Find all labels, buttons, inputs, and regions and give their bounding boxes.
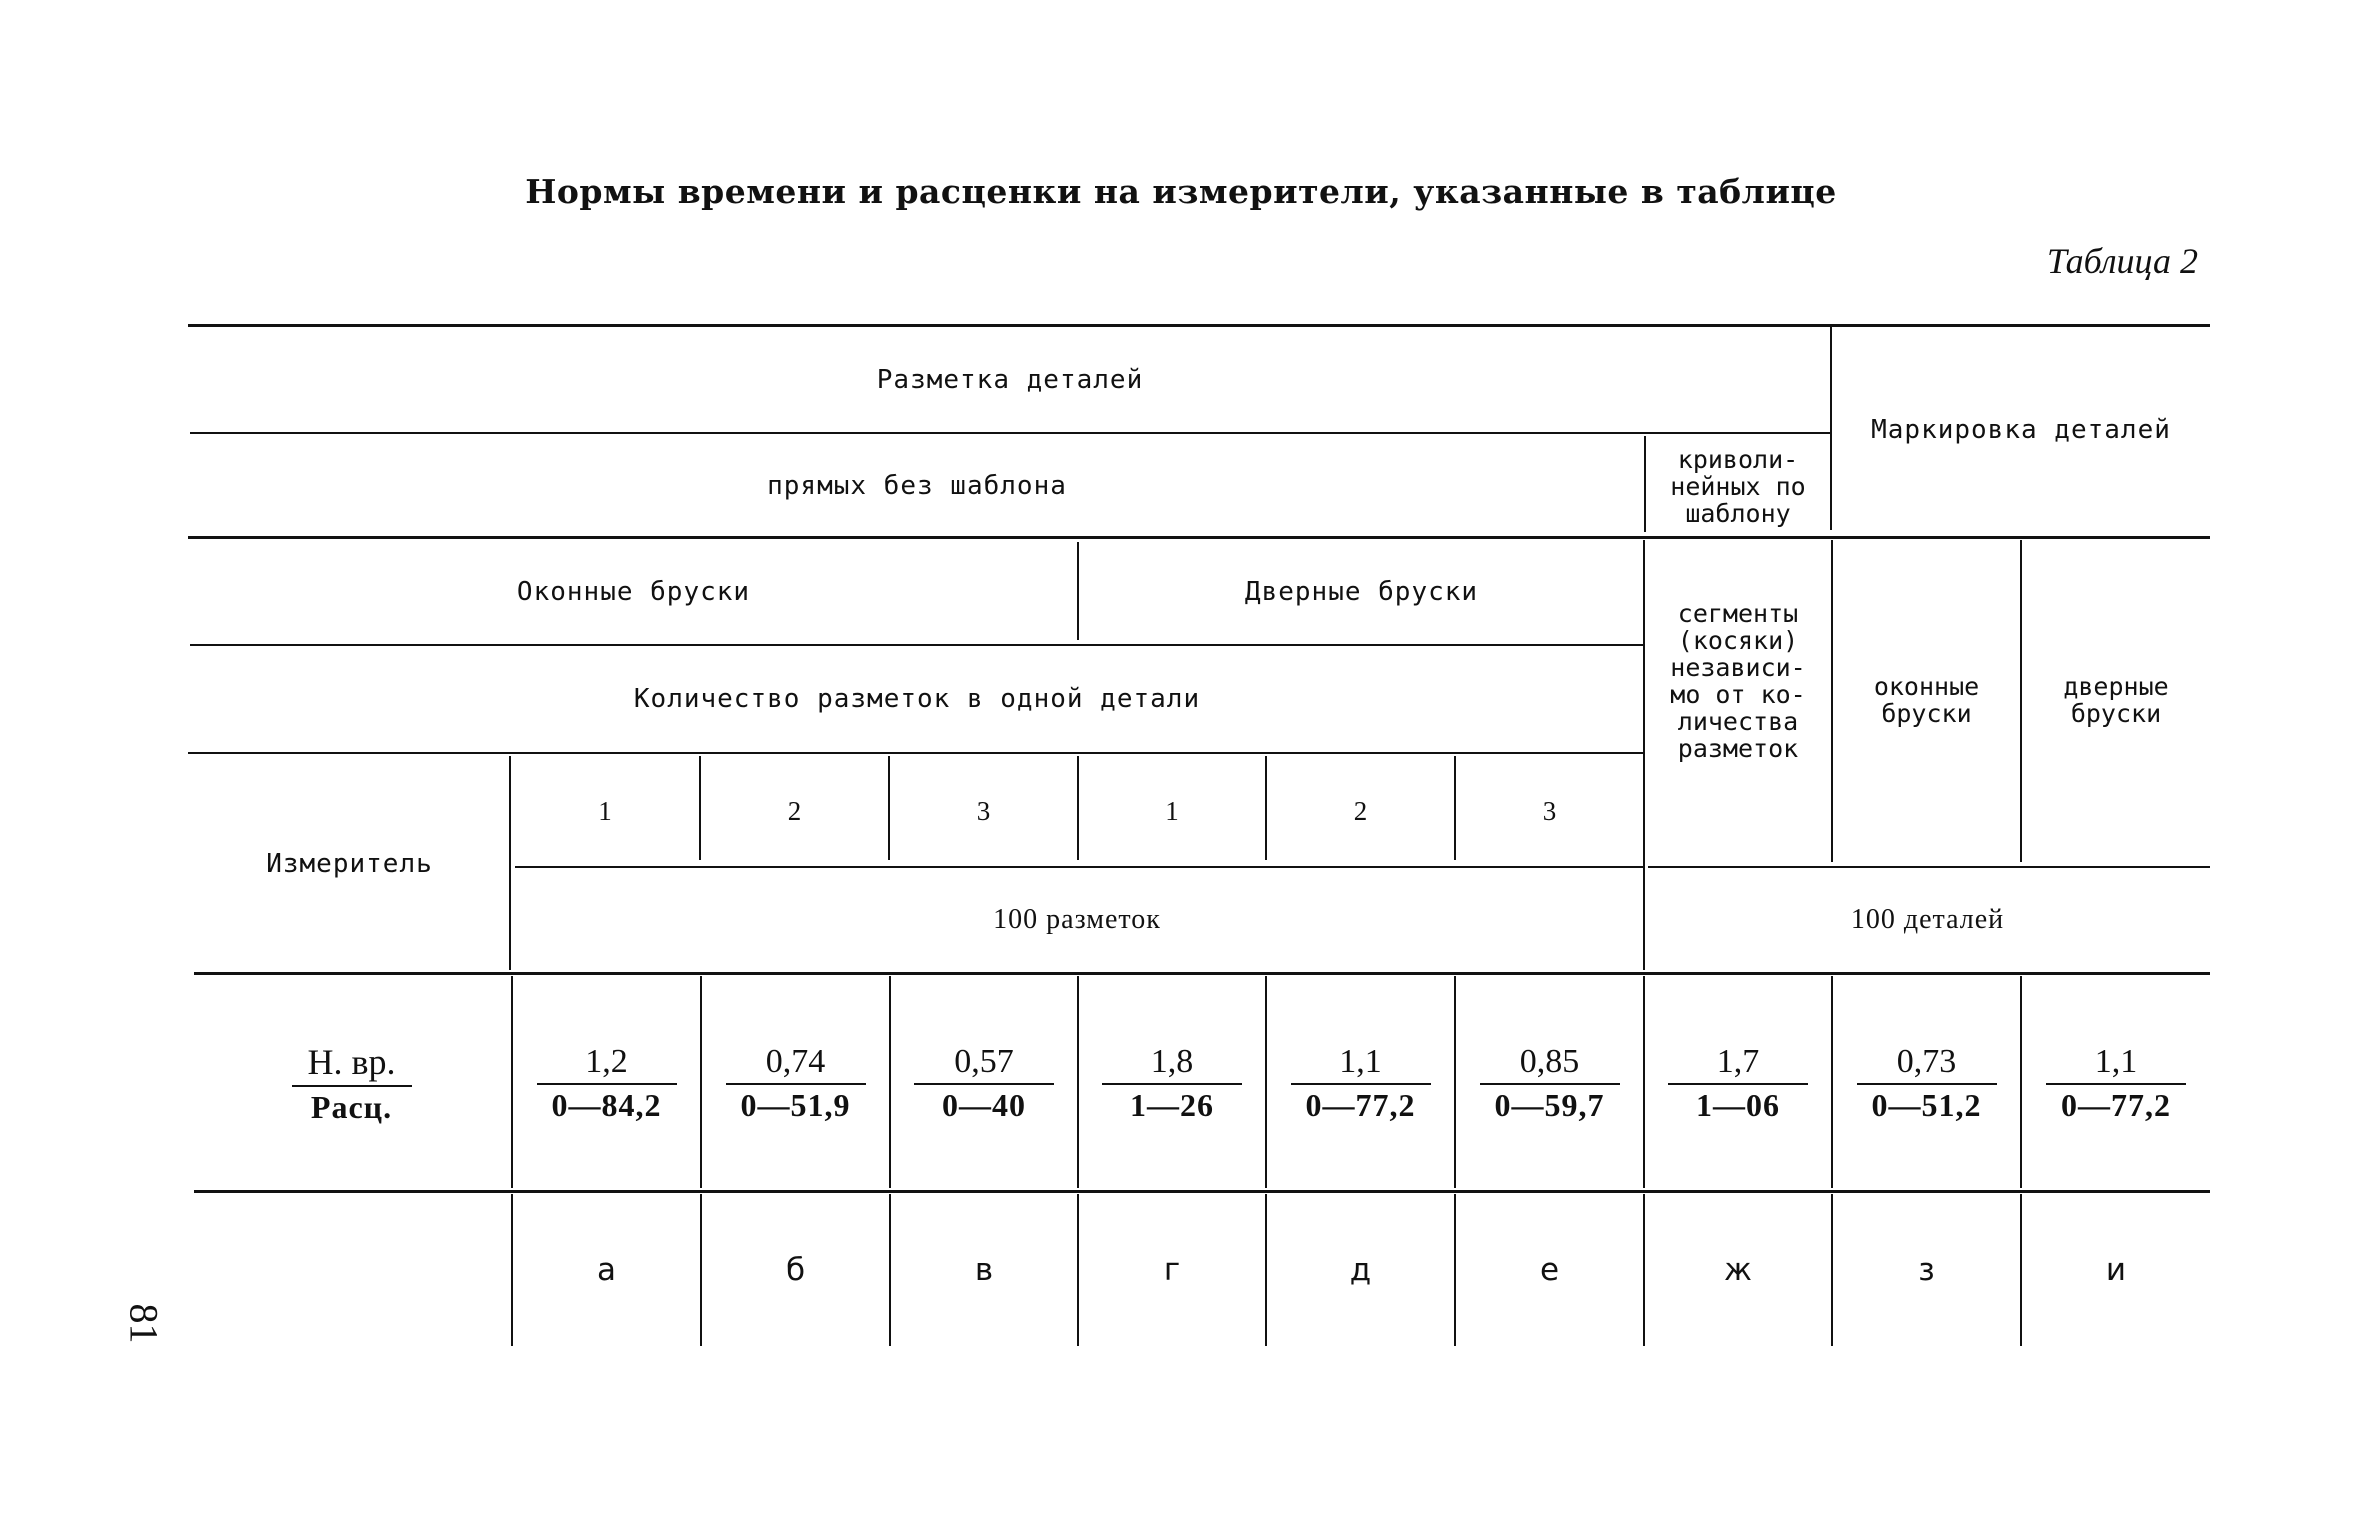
column-letter: д xyxy=(1349,1252,1372,1288)
value-fraction xyxy=(1857,1043,1997,1124)
value-cell-b xyxy=(702,976,889,1190)
value-cell-a xyxy=(513,976,700,1190)
header-window-bars-small: оконные бруски xyxy=(1873,672,1980,728)
header-measure: Измеритель xyxy=(266,849,433,879)
table-label: Таблица 2 xyxy=(2046,241,2198,281)
unit-parts: 100 деталей xyxy=(1850,904,2005,935)
value-fraction xyxy=(1102,1043,1242,1124)
marks-count-cell: 2 xyxy=(1353,795,1368,826)
header-door-bars: Дверные бруски xyxy=(1244,577,1479,607)
rate-value: 0—77,2 xyxy=(1305,1086,1416,1123)
rate-value: 0—51,9 xyxy=(740,1086,851,1123)
header-marking-group: Разметка деталей xyxy=(876,365,1144,395)
header-labeling: Маркировка деталей xyxy=(1871,415,2171,445)
value-fraction xyxy=(1668,1043,1808,1124)
value-fraction xyxy=(1291,1043,1431,1124)
value-fraction xyxy=(726,1043,866,1124)
norm-value: 1,1 xyxy=(2046,1043,2186,1085)
rule-count-bottom xyxy=(188,752,1644,754)
value-fraction xyxy=(914,1043,1054,1124)
row-label xyxy=(194,976,509,1190)
header-door-bars-small: дверные бруски xyxy=(2063,672,2169,728)
row-label-fraction xyxy=(292,1041,412,1126)
norm-value: 1,2 xyxy=(537,1043,677,1085)
norm-value: 0,85 xyxy=(1480,1043,1620,1085)
column-letter: в xyxy=(974,1252,994,1288)
norm-value: 0,74 xyxy=(726,1043,866,1085)
header-curved: криволи- нейных по шаблону xyxy=(1670,444,1806,528)
column-letter: а xyxy=(597,1252,616,1288)
rate-value: 1—06 xyxy=(1696,1086,1780,1123)
value-cell-zh xyxy=(1645,976,1831,1190)
rate-value: 1—26 xyxy=(1130,1086,1214,1123)
rule-values-bottom xyxy=(194,1190,2210,1193)
marks-count-cell: 1 xyxy=(1165,795,1179,826)
rate-value: 0—84,2 xyxy=(551,1086,662,1123)
value-cell-d xyxy=(1267,976,1454,1190)
rule-straight-bottom xyxy=(188,536,2210,539)
header-straight: прямых без шаблона xyxy=(767,471,1067,501)
column-letter: и xyxy=(2105,1252,2127,1288)
value-fraction xyxy=(2046,1043,2186,1124)
row-label-rate: Расц. xyxy=(310,1088,393,1125)
value-cell-e xyxy=(1456,976,1643,1190)
marks-count-cell: 3 xyxy=(976,795,991,826)
rule-marking-bottom xyxy=(190,432,1830,434)
value-cell-v xyxy=(891,976,1077,1190)
marks-count-cell: 1 xyxy=(598,795,612,826)
column-letter: е xyxy=(1539,1252,1560,1288)
rate-value: 0—40 xyxy=(942,1086,1026,1123)
norm-value: 0,57 xyxy=(914,1043,1054,1085)
norm-value: 1,7 xyxy=(1668,1043,1808,1085)
value-cell-g xyxy=(1079,976,1265,1190)
norm-value: 1,8 xyxy=(1102,1043,1242,1085)
norm-value: 0,73 xyxy=(1857,1043,1997,1085)
header-window-bars: Оконные бруски xyxy=(516,577,751,607)
column-letter: г xyxy=(1163,1252,1181,1288)
page-title: Нормы времени и расценки на измерители, указанные в таблице xyxy=(525,172,1837,211)
page-number: 81 xyxy=(121,1303,167,1344)
header-segments: сегменты (косяки) независи- мо от ко- личества разметок xyxy=(1670,599,1806,763)
rate-value: 0—51,2 xyxy=(1871,1086,1982,1123)
marks-count-cell: 2 xyxy=(787,795,802,826)
column-letter: б xyxy=(785,1252,806,1288)
row-label-norm: Н. вр. xyxy=(292,1041,412,1087)
norm-value: 1,1 xyxy=(1291,1043,1431,1085)
value-cell-i xyxy=(2022,976,2210,1190)
rate-value: 0—77,2 xyxy=(2061,1086,2171,1123)
rate-value: 0—59,7 xyxy=(1494,1086,1605,1123)
header-marks-count: Количество разметок в одной детали xyxy=(633,684,1201,714)
value-fraction xyxy=(1480,1043,1620,1124)
value-cell-z xyxy=(1833,976,2020,1190)
rule-top xyxy=(188,324,2210,327)
column-letter: з xyxy=(1918,1252,1935,1288)
rule-header-bottom xyxy=(194,972,2210,975)
value-fraction xyxy=(537,1043,677,1124)
unit-marks: 100 разметок xyxy=(993,904,1161,935)
column-letter: ж xyxy=(1724,1252,1752,1288)
marks-count-cell: 3 xyxy=(1542,795,1557,826)
